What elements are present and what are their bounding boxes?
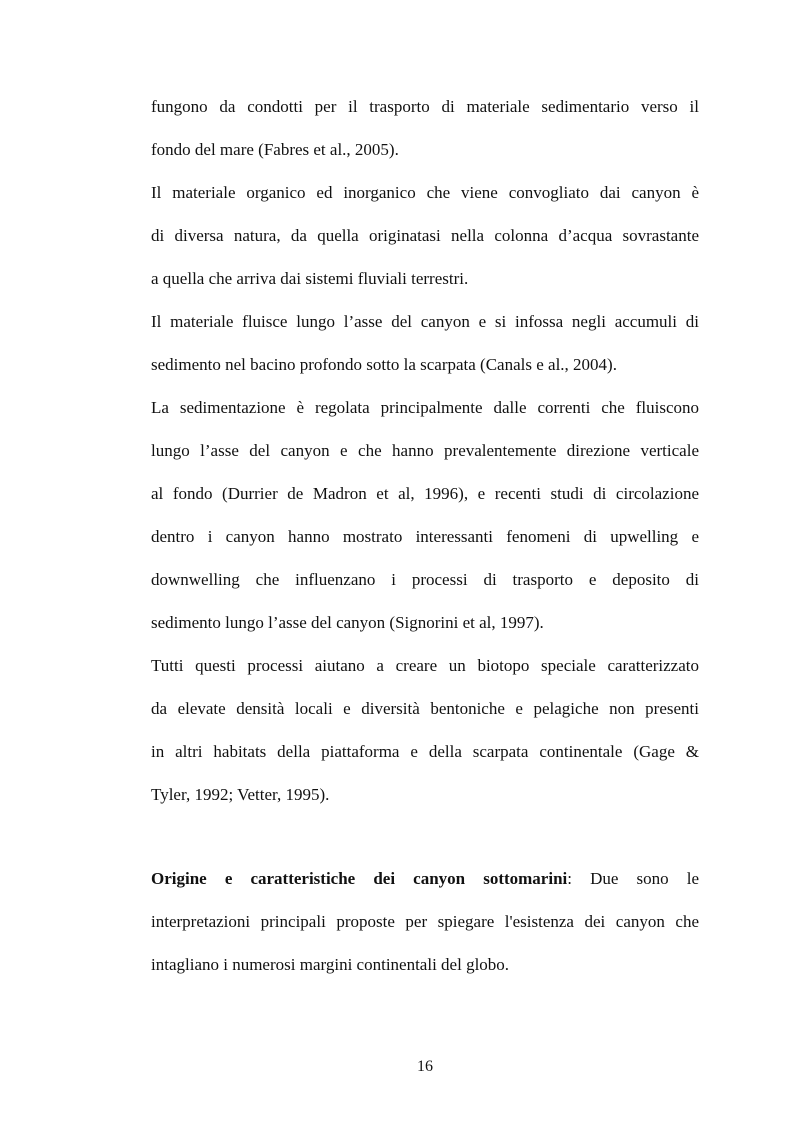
text-line: sedimento nel bacino profondo sotto la scarpata (Canals e al., 2004). bbox=[151, 355, 617, 374]
text-line: da elevate densità locali e diversità bentoniche e pelagiche non presenti bbox=[151, 699, 699, 718]
text-line: lungo l’asse del canyon e che hanno prevalentemente direzione verticale bbox=[151, 441, 699, 460]
document-page bbox=[151, 0, 699, 1123]
text-line: downwelling che influenzano i processi di trasporto e deposito di bbox=[151, 570, 699, 589]
text-line: di diversa natura, da quella originatasi nella colonna d’acqua sovrastante bbox=[151, 226, 699, 245]
text-line: al fondo (Durrier de Madron et al, 1996), e recenti studi di circolazione bbox=[151, 484, 699, 503]
section-heading-continuation: : Due sono le bbox=[567, 869, 699, 888]
text-line: fondo del mare (Fabres et al., 2005). bbox=[151, 140, 399, 159]
text-line: La sedimentazione è regolata principalmente dalle correnti che fluiscono bbox=[151, 398, 699, 417]
section-heading-line bbox=[151, 867, 699, 891]
text-line: interpretazioni principali proposte per spiegare l'esistenza dei canyon che bbox=[151, 912, 699, 931]
text-line: Il materiale organico ed inorganico che viene convogliato dai canyon è bbox=[151, 183, 699, 202]
page-number: 16 bbox=[417, 1058, 433, 1075]
text-line: sedimento lungo l’asse del canyon (Signorini et al, 1997). bbox=[151, 613, 544, 632]
text-line: intagliano i numerosi margini continentali del globo. bbox=[151, 955, 510, 974]
text-line: a quella che arriva dai sistemi fluviali terrestri. bbox=[151, 269, 469, 288]
text-line: Tutti questi processi aiutano a creare un biotopo speciale caratterizzato bbox=[151, 656, 699, 675]
text-line: fungono da condotti per il trasporto di materiale sedimentario verso il bbox=[151, 97, 699, 116]
text-line: Il materiale fluisce lungo l’asse del canyon e si infossa negli accumuli di bbox=[151, 312, 699, 331]
text-line: in altri habitats della piattaforma e della scarpata continentale (Gage & bbox=[151, 742, 699, 761]
text-line: Tyler, 1992; Vetter, 1995). bbox=[151, 785, 330, 804]
section-heading: Origine e caratteristiche dei canyon sottomarini bbox=[151, 869, 568, 888]
text-line: dentro i canyon hanno mostrato interessanti fenomeni di upwelling e bbox=[151, 527, 699, 546]
